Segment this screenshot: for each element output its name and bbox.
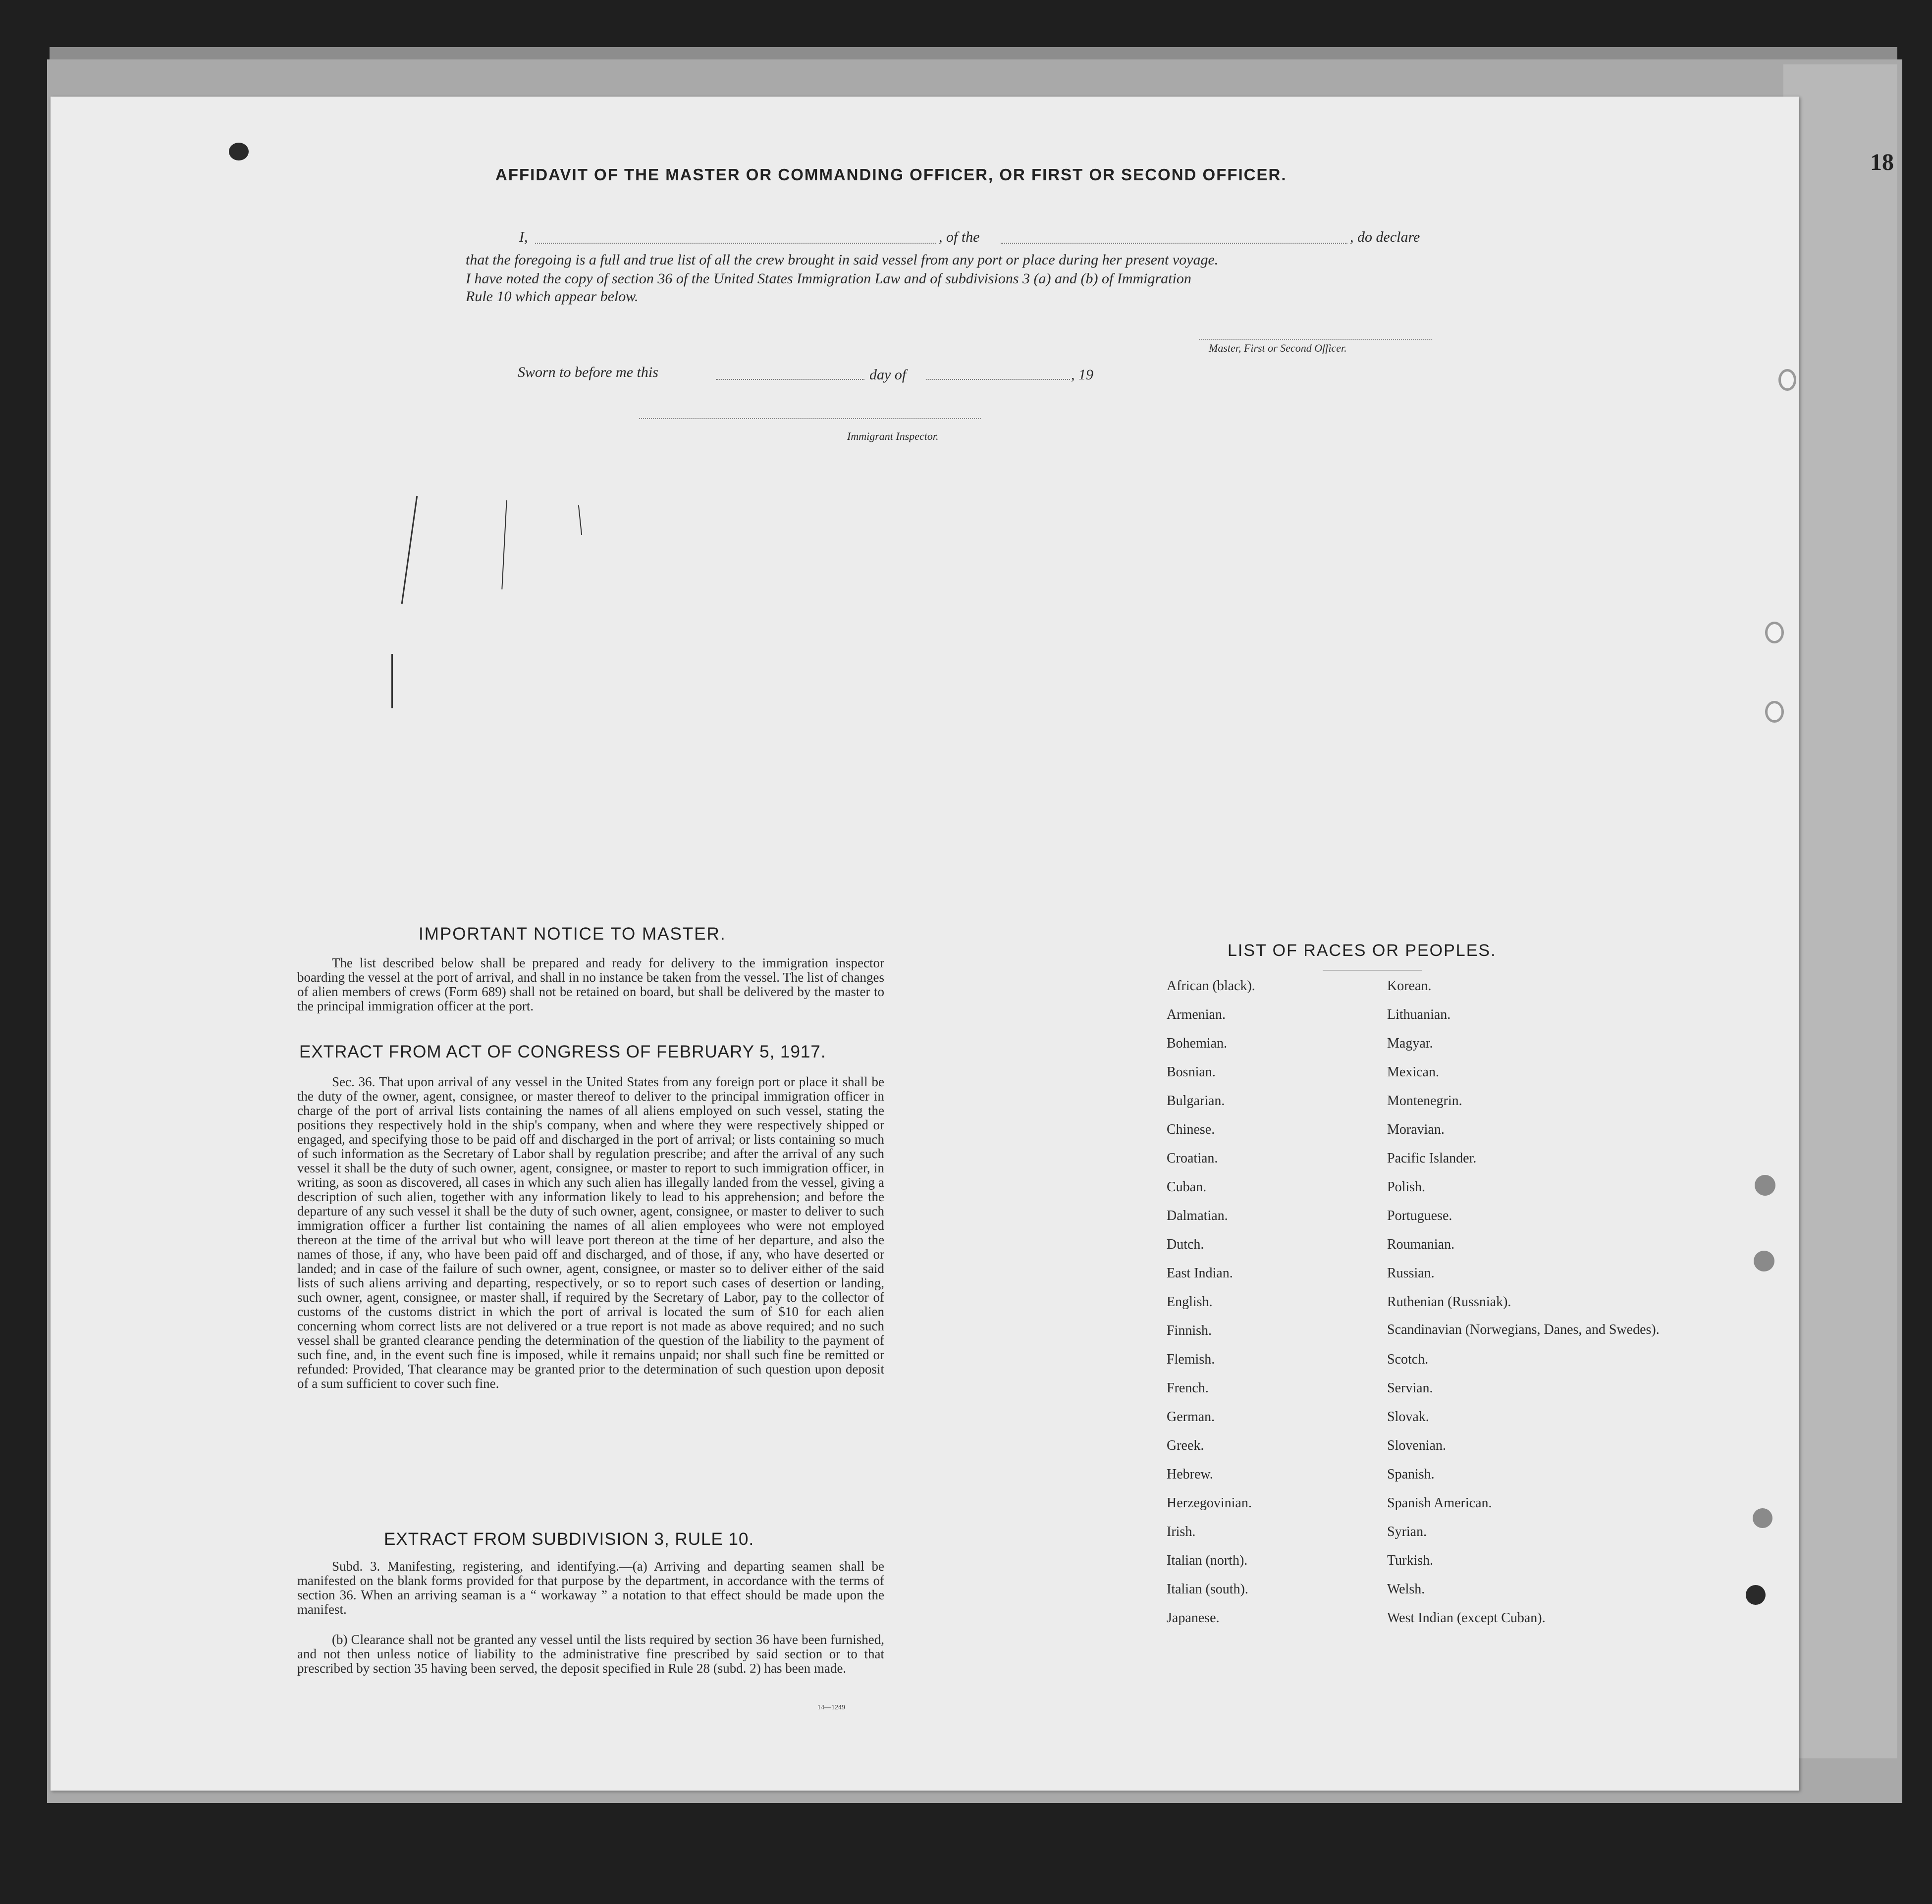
race-item: Armenian. (1167, 1007, 1226, 1022)
race-item: Irish. (1167, 1524, 1196, 1539)
race-item: Pacific Islander. (1387, 1151, 1477, 1166)
race-item: Welsh. (1387, 1582, 1425, 1597)
race-item: Syrian. (1387, 1524, 1427, 1539)
name-blank (535, 243, 936, 244)
race-item: English. (1167, 1294, 1213, 1310)
declaration-of-the: , of the (939, 229, 980, 245)
race-item: Italian (north). (1167, 1553, 1248, 1568)
race-item: Dutch. (1167, 1237, 1204, 1252)
race-item: Scotch. (1387, 1352, 1429, 1367)
race-item: Magyar. (1387, 1036, 1433, 1051)
master-signature-line (1199, 339, 1432, 340)
race-item: Polish. (1387, 1179, 1426, 1195)
month-blank (926, 379, 1070, 380)
race-item: Chinese. (1167, 1122, 1215, 1137)
race-item: Mexican. (1387, 1064, 1439, 1080)
punch-hole (1746, 1585, 1766, 1605)
punch-hole (1755, 1175, 1775, 1196)
race-item: Slovenian. (1387, 1438, 1446, 1453)
punch-hole (1754, 1251, 1774, 1271)
extract-rule-title: EXTRACT FROM SUBDIVISION 3, RULE 10. (384, 1530, 754, 1549)
race-item: French. (1167, 1380, 1209, 1396)
race-item: West Indian (except Cuban). (1387, 1610, 1546, 1626)
race-item: Spanish. (1387, 1467, 1435, 1482)
race-item: Greek. (1167, 1438, 1204, 1453)
extract-rule-para-b: (b) Clearance shall not be granted any vessel until the lists required by section 36 have been furnished, and not then unless notice of liability to the administrative fine prescribed by said section or to that prescribed by section 35 having been served, the deposit specified in Rule 28 (subd. 2) has been made. (297, 1632, 884, 1676)
race-item: Spanish American. (1387, 1495, 1492, 1511)
race-item: Herzegovinian. (1167, 1495, 1252, 1511)
vessel-blank (1001, 243, 1347, 244)
race-item: Korean. (1387, 978, 1432, 994)
race-item: Dalmatian. (1167, 1208, 1228, 1223)
race-item: Lithuanian. (1387, 1007, 1451, 1022)
race-item: Turkish. (1387, 1553, 1434, 1568)
race-item: Servian. (1387, 1380, 1433, 1396)
extract-act-body: Sec. 36. That upon arrival of any vessel in the United States from any foreign port or place it shall be the duty of the owner, agent, consignee, or master thereof to deliver to the principal immigration officer in charge of the port of arrival lists containing the names of all aliens employed on such vessel, stating the positions they respectively hold in the ship's company, when and where they were respectively shipped or engaged, and specifying those to be paid off and discharged in the port of arrival; or lists containing so much of such information as the Secretary of Labor shall by regulation prescribe; and after the arrival of any such vessel it shall be the duty of such owner, agent, consignee, or master to report to such immigration officer, in writing, as soon as discovered, all cases in which any such alien has illegally landed from the vessel, giving a description of such alien, together with any information likely to lead to his apprehension; and before the departure of any such vessel it shall be the duty of such owner, agent, consignee, or master to deliver to such immigration officer a further list containing the names of all alien employees who were not employed thereon at the time of the arrival but who will leave port thereon at the time of her departure, and also the names of those, if any, who have been paid off and discharged, and of those, if any, who have deserted or landed; and in case of the failure of such owner, agent, consignee, or master so to deliver either of the said lists of such aliens arriving and departing, respectively, or so to report such cases of desertion or landing, such owner, agent, consignee, or master shall, if required by the Secretary of Labor, pay to the collector of customs of the customs district in which the port of arrival is located the sum of $10 for each alien concerning whom correct lists are not delivered or a true report is not made as above required; and no such vessel shall be granted clearance pending the determination of the question of the liability to the payment of such fine, and, in the event such fine is imposed, while it remains unpaid; nor shall such fine be remitted or refunded: Provided, That clearance may be granted prior to the determination of such question upon deposit of a sum sufficient to cover such fine. (297, 1074, 884, 1391)
declaration-line-2: that the foregoing is a full and true list of all the crew brought in said vessel from any port or place during her present voyage. (466, 252, 1219, 268)
inspector-signature-line (639, 418, 981, 419)
races-column-1 (1167, 978, 1255, 1639)
races-title-rule (1323, 970, 1422, 971)
punch-hole (1753, 1508, 1772, 1528)
race-item: Hebrew. (1167, 1467, 1213, 1482)
declaration-line-3: I have noted the copy of section 36 of the United States Immigration Law and of subdivisions 3 (a) and (b) of Immigration (466, 270, 1191, 287)
race-item: African (black). (1167, 978, 1255, 994)
race-item: Croatian. (1167, 1151, 1218, 1166)
race-item: Montenegrin. (1387, 1093, 1462, 1109)
extract-act-title: EXTRACT FROM ACT OF CONGRESS OF FEBRUARY 5, 1917. (299, 1042, 826, 1061)
race-item: Portuguese. (1387, 1208, 1452, 1223)
master-signature-label: Master, First or Second Officer. (1209, 342, 1347, 354)
punch-hole (1765, 622, 1784, 643)
affidavit-title: AFFIDAVIT OF THE MASTER OR COMMANDING OFFICER, OR FIRST OR SECOND OFFICER. (495, 165, 1287, 184)
race-item: Ruthenian (Russniak). (1387, 1294, 1511, 1310)
race-item: German. (1167, 1409, 1215, 1425)
year-text: , 19 (1071, 367, 1093, 383)
underlying-sheet-edge (1783, 64, 1897, 1758)
notice-body: The list described below shall be prepared and ready for delivery to the immigration inspector boarding the vessel at the port of arrival, and shall in no instance be taken from the vessel. The list of changes of alien members of crews (Form 689) shall not be retained on board, but shall be delivered by the master to the principal immigration officer at the port. (297, 955, 884, 1013)
race-item: Bulgarian. (1167, 1093, 1225, 1109)
pen-mark (391, 654, 393, 708)
declaration-line-4: Rule 10 which appear below. (466, 288, 639, 305)
races-title: LIST OF RACES OR PEOPLES. (1228, 941, 1497, 960)
race-item: Roumanian. (1387, 1237, 1455, 1252)
punch-hole (229, 143, 249, 160)
race-item: Scandinavian (Norwegians, Danes, and Swedes). (1387, 1322, 1660, 1337)
race-item: Slovak. (1387, 1409, 1429, 1425)
race-item: Japanese. (1167, 1610, 1220, 1626)
declaration-do-declare: , do declare (1350, 229, 1420, 245)
race-item: Bosnian. (1167, 1064, 1216, 1080)
declaration-i: I, (519, 229, 528, 245)
sworn-day-blank (716, 379, 864, 380)
punch-hole (1778, 369, 1796, 391)
page-number: 18 (1870, 149, 1894, 175)
race-item: Finnish. (1167, 1323, 1212, 1338)
race-item: Bohemian. (1167, 1036, 1228, 1051)
race-item: Cuban. (1167, 1179, 1207, 1195)
notice-title: IMPORTANT NOTICE TO MASTER. (419, 924, 726, 944)
race-item: Moravian. (1387, 1122, 1445, 1137)
races-column-2 (1387, 978, 1660, 1639)
race-item: Italian (south). (1167, 1582, 1248, 1597)
race-item: East Indian. (1167, 1266, 1233, 1281)
day-of-text: day of (869, 367, 907, 383)
extract-rule-para-a: Subd. 3. Manifesting, registering, and identifying.—(a) Arriving and departing seamen shall be manifested on the blank forms provided for that purpose by the department, in accordance with the terms of section 36. When an arriving seaman is a “ workaway ” a notation to that effect should be made upon the manifest. (297, 1559, 884, 1617)
sworn-text: Sworn to before me this (518, 364, 658, 380)
race-item: Flemish. (1167, 1352, 1215, 1367)
form-number: 14—1249 (817, 1704, 845, 1711)
race-item: Russian. (1387, 1266, 1435, 1281)
inspector-signature-label: Immigrant Inspector. (847, 430, 939, 442)
punch-hole (1765, 701, 1784, 723)
